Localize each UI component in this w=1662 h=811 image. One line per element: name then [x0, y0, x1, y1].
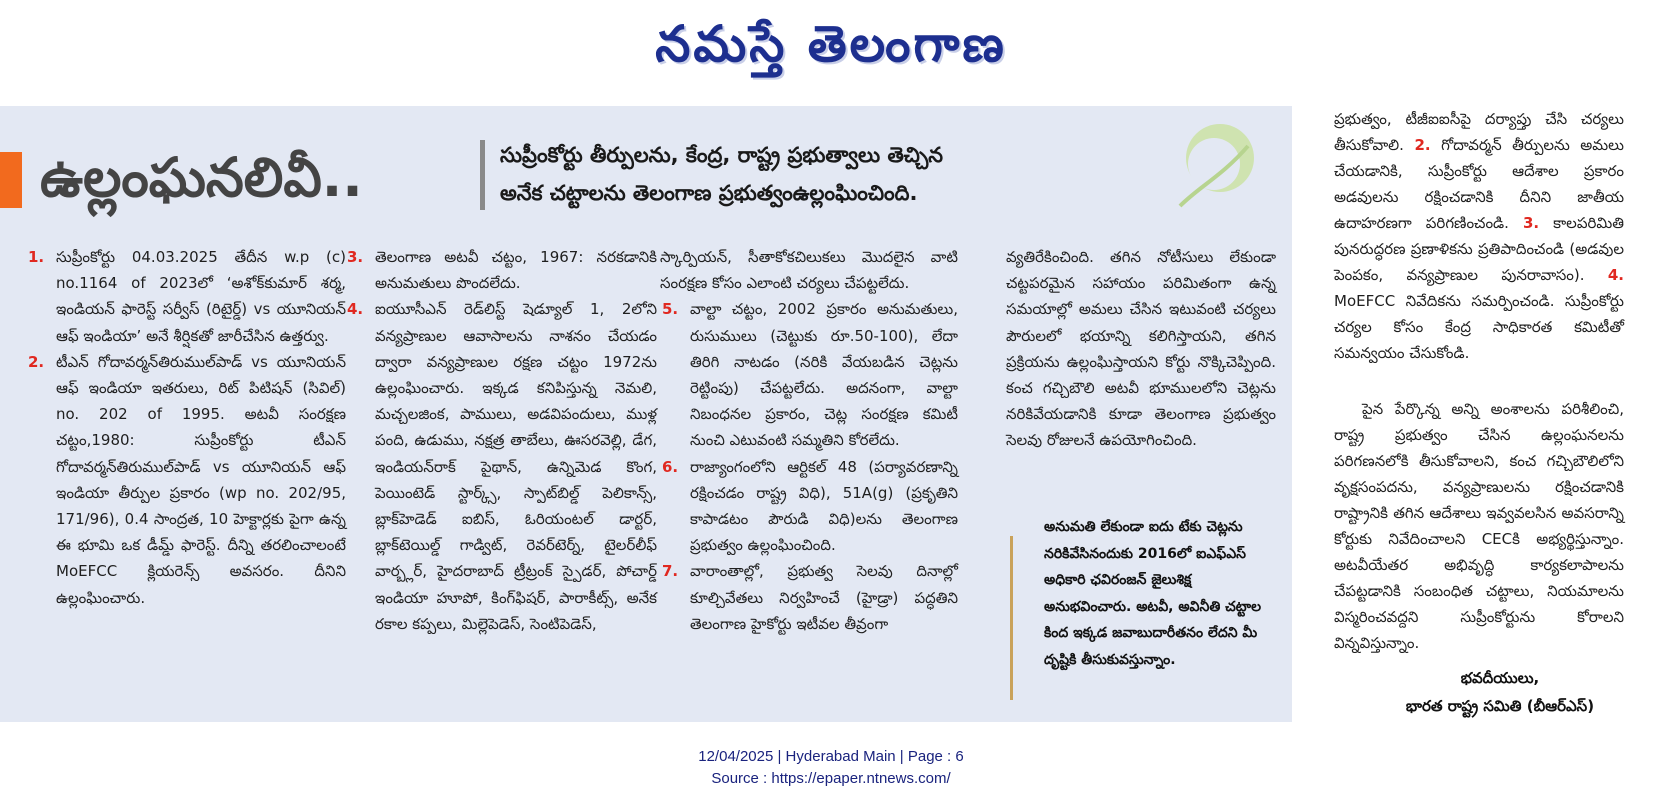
quote-rule — [1010, 536, 1013, 700]
item-number: 1. — [28, 248, 45, 266]
subheadline-line2: అనేక చట్టాలను తెలంగాణ ప్రభుత్వంఉల్లంఘించింది. — [500, 181, 918, 205]
item-number: 2. — [28, 352, 45, 371]
item-number: 4. — [1607, 266, 1624, 284]
item-text: సుప్రీంకోర్టు 04.03.2025 తేదీన w.p (c) no.1164 of 2023లో ‘అశోక్‌కుమార్ శర్మ, ఇండియన్ ఫారెస్ట్ సర్వీస్ (రిటైర్డ్) vs యూనియన్ ఆఫ్ ఇండియా’ అనే శీర్షికతో జారీచేసిన ఉత్తర్వు. — [56, 248, 346, 345]
signature-line1: భవదీయులు, — [1460, 669, 1540, 687]
headline: ఉల్లంఘనలివీ.. — [40, 146, 363, 209]
article-item — [660, 558, 958, 637]
item-number: 5. — [662, 300, 679, 319]
item-number: 4. — [347, 300, 364, 319]
headline-accent-bar — [0, 152, 22, 208]
article-item — [660, 296, 958, 453]
item-text: వ్యతిరేకించింది. తగిన నోటీసులు లేకుండా చట్టపరమైన సహాయం పరిమితంగా ఉన్న సమయాల్లో అమలు చేసిన ఇటువంటి చర్యలు పౌరులలో భయాన్ని కలిగిస్తాయని, తగిన ప్రక్రియను ఉల్లంఘిస్తాయని కోర్టు నొక్కిచెప్పింది. కంచ గచ్చిబౌలి అటవీ భూములలోని చెట్లను నరికివేయడానికి కూడా తెలంగాణ ప్రభుత్వం సెలవు రోజులనే ఉపయోగించింది. — [1006, 248, 1276, 450]
item-text: రాజ్యాంగంలోని ఆర్టికల్ 48 (పర్యావరణాన్ని రక్షించడం రాష్ట్ర విధి), 51A(g) (ప్రకృతిని కాపాడటం పౌరుడి విధి)లను తెలంగాణ ప్రభుత్వం ఉల్లంఘించింది. — [690, 457, 958, 555]
item-number: 2. — [1414, 136, 1431, 154]
paragraph-text: గోదావర్మన్ తీర్పులను అమలు చేయడానికి, సుప్రీంకోర్టు ఆదేశాల ప్రకారం అడవులను రక్షించడానికి దీనిని జాతీయ ఉదాహరణగా పరిగణించండి. — [1334, 136, 1624, 232]
item-text: వాల్టా చట్టం, 2002 ప్రకారం అనుమతులు, రుసుములు (చెట్టుకు రూ.50-100), లేదా తిరిగి నాటడం (నరికి వేయబడిన చెట్లను రెట్టింపు) చేపట్టలేదు. అదనంగా, వాల్టా నిబంధనల ప్రకారం, చెట్ల సంరక్షణ కమిటీ నుంచి ఎటువంటి సమ్మతిని కోరలేదు. — [690, 300, 958, 450]
article-item — [1006, 244, 1276, 454]
paragraph-text: కాలపరిమితి పునరుద్ధరణ ప్రణాళికను ప్రతిపాదించండి (అడవుల పెంపకం, వన్యప్రాణుల పునరావాసం). — [1334, 214, 1624, 284]
article-item — [660, 454, 958, 559]
item-text: ఐయూసీఎన్ రెడ్‌లిస్ట్ షెడ్యూల్ 1, 2లోని వన్యప్రాణుల ఆవాసాలను నాశనం చేయడం ద్వారా వన్యప్రాణుల రక్షణ చట్టం 1972ను ఉల్లంఘించారు. ఇక్కడ కనిపిస్తున్న నెమలి, మచ్చలజింక, పాములు, అడవిపందులు, ముళ్ల పంది, ఉడుము, నక్షత్ర తాబేలు, ఊసరవెల్లి, డేగ, ఇండియన్‌రాక్ పైథాన్, ఉన్నిమెడ కొంగ, పెయింటెడ్ స్టార్క్స్, స్పాట్‌బిల్డ్ పెలికాన్స్, బ్లాక్‌హెడెడ్ ఐబిస్, ఓరియంటల్ డార్టర్, బ్లాక్‌టెయిల్డ్ గాడ్విట్, రెవర్‌టెర్న్, టైలర్‌లీఫ్ వార్బ్లర్, హైదరాబాద్ ట్రీట్రంక్ స్పైడర్, పోచార్డ్ ఇండియా హూపో, కింగ్‌ఫిషర్, పారాకీట్స్, అనేక రకాల కప్పలు, మిల్లెపెడెస్, సెంటిపెడెస్, — [375, 300, 657, 633]
item-text: తెలంగాణ అటవీ చట్టం, 1967: నరకడానికి అనుమతులు పొందలేదు. — [375, 248, 657, 293]
right-column-para1 — [1334, 106, 1624, 366]
masthead-title: నమస్తే తెలంగాణ — [655, 14, 1007, 73]
signature-line2: భారత రాష్ట్ర సమితి (బీఆర్‌ఎస్) — [1405, 697, 1595, 715]
footer-source: Source : https://epaper.ntnews.com/ — [711, 770, 951, 787]
paragraph-text: MoEFCC నివేదికను సమర్పించండి. సుప్రీంకోర్టు చర్యల కోసం కేంద్ర సాధికారత కమిటీతో సమన్వయం చేసుకోండి. — [1334, 292, 1624, 362]
right-column — [1334, 106, 1624, 656]
footer-date-edition: 12/04/2025 | Hyderabad Main | Page : 6 — [698, 748, 964, 765]
article-item — [660, 244, 958, 296]
subheadline-line1: సుప్రీంకోర్టు తీర్పులను, కేంద్ర, రాష్ట్ర ప్రభుత్వాలు తెచ్చిన — [500, 143, 944, 167]
article-column-4 — [1006, 244, 1276, 454]
signature — [1380, 664, 1620, 720]
masthead-logo — [0, 0, 1662, 100]
right-column-para2: పైన పేర్కొన్న అన్ని అంశాలను పరిశీలించి, రాష్ట్ర ప్రభుత్వం చేసిన ఉల్లంఘనలను పరిగణనలోకి తీసుకోవాలని, కంచ గచ్చిబౌలిలోని వృక్షసంపదను, వన్యప్రాణులను రక్షించడానికి రాష్ట్రానికి తగిన ఆదేశాలు ఇవ్వవలసిన అవసరాన్ని కోర్టుకు నివేదించాలని CECకి అభ్యర్థిస్తున్నాం. అటవీయేతర అభివృద్ధి కార్యకలాపాలను చేపట్టడానికి సంబంధిత చట్టాలు, నియమాలను విస్మరించవద్దని సుప్రీంకోర్టును కోరాలని విన్నవిస్తున్నాం. — [1334, 400, 1624, 652]
footer — [0, 746, 1662, 790]
article-item — [26, 349, 346, 611]
pull-quote: అనుమతి లేకుండా ఐదు టేకు చెట్లను నరికివేసినందుకు 2016లో ఐఎఫ్‌ఎస్ అధికారి ఛవిరంజన్ జైలుశిక్ష అనుభవించారు. అటవీ, అవినీతి చట్టాల కింద ఇక్కడ జవాబుదారీతనం లేదని మీ దృష్టికి తీసుకువస్తున్నాం. — [1044, 519, 1262, 668]
article-column-2 — [345, 244, 657, 637]
article-column-1 — [26, 244, 346, 611]
item-number: 3. — [1522, 214, 1540, 232]
paragraph-text: ప్రభుత్వం, టీజీఐఐసీపై దర్యాప్తు చేసి చర్యలు తీసుకోవాలి. — [1334, 110, 1624, 154]
subheadline — [500, 136, 1140, 216]
item-text: టీఎన్ గోదావర్మన్‌తిరుముల్‌పాడ్ vs యూనియన్ ఆఫ్ ఇండియా ఇతరులు, రిట్ పిటిషన్ (సివిల్) no. 202 of 1995. అటవీ సంరక్షణ చట్టం,1980: సుప్రీంకోర్టు టీఎన్ గోదావర్మన్‌తిరుముల్‌పాడ్ vs యూనియన్ ఆఫ్ ఇండియా తీర్పుల ప్రకారం (wp no. 202/95, 171/96), 0.4 సాంద్రత, 10 హెక్టార్లకు పైగా ఉన్న ఈ భూమి ఒక డీమ్డ్ ఫారెస్ట్. దీన్ని తరలించాలంటే MoEFCC క్లియరెన్స్ అవసరం. దీనిని ఉల్లంఘించారు. — [56, 352, 346, 607]
item-number: 3. — [347, 248, 364, 266]
article-item — [26, 244, 346, 349]
article-column-3 — [660, 244, 958, 637]
article-item — [345, 296, 657, 637]
leaf-icon — [1160, 116, 1260, 216]
item-number: 6. — [662, 457, 679, 476]
subheadline-divider — [480, 140, 485, 210]
item-text: వారాంతాల్లో, ప్రభుత్వ సెలవు దినాల్లో కూల్చివేతలు నిర్వహించే (హైడ్రా) పద్ధతిని తెలంగాణ హైకోర్టు ఇటీవల తీవ్రంగా — [690, 562, 958, 633]
item-text: స్కార్పియన్, సీతాకోకచిలుకలు మొదలైన వాటి సంరక్షణ కోసం ఎలాంటి చర్యలు చేపట్టలేదు. — [660, 248, 958, 293]
item-number: 7. — [662, 562, 679, 581]
article-item — [345, 244, 657, 296]
